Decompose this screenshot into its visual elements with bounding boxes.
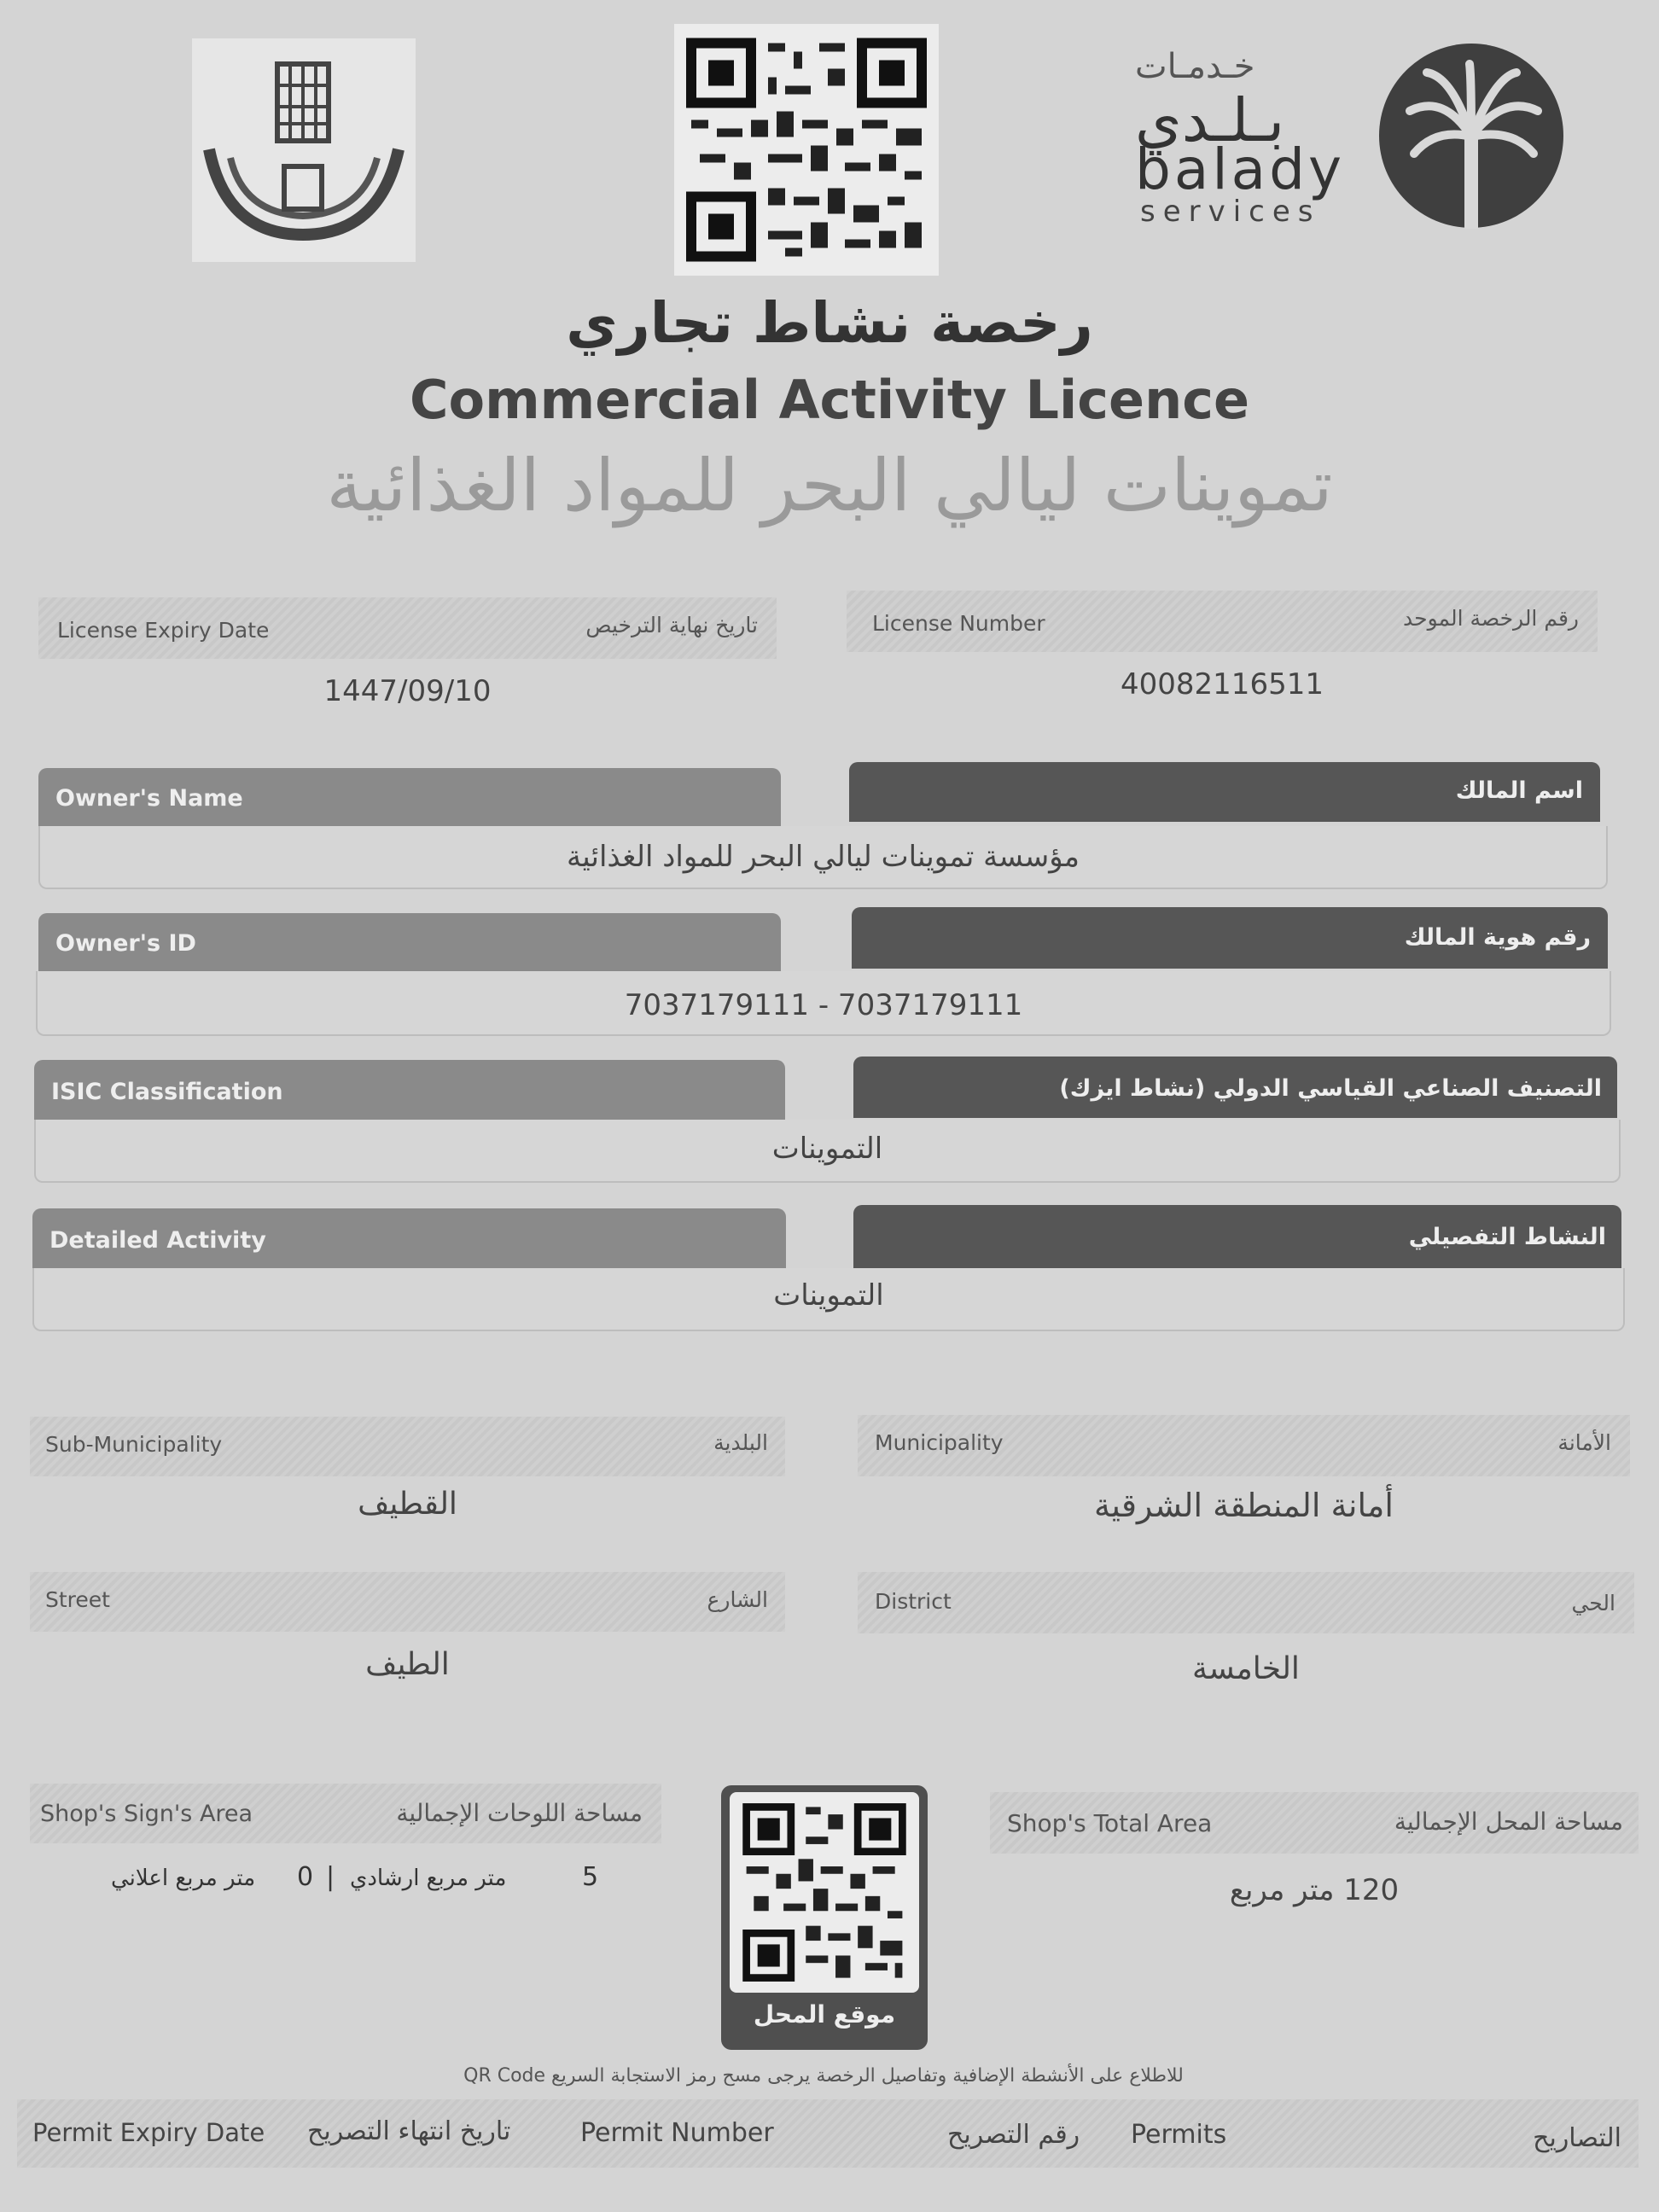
owner-name-value: مؤسسة تموينات ليالي البحر للمواد الغذائية: [567, 840, 1080, 874]
shop-location-card[interactable]: [721, 1785, 928, 2050]
owner-name-bar-en: [38, 768, 781, 826]
district-value: الخامسة: [1192, 1651, 1300, 1686]
municipality-header: [858, 1415, 1630, 1476]
total-area-label-en: Shop's Total Area: [1007, 1809, 1213, 1837]
street-header: [30, 1572, 785, 1632]
isic-bar-ar: [853, 1057, 1617, 1118]
balady-services-ar-small: خـدمـات: [1135, 47, 1255, 86]
detailed-activity-bar-ar: [853, 1205, 1621, 1268]
sub-municipality-label-en: Sub-Municipality: [45, 1432, 223, 1457]
isic-label-en: ISIC Classification: [51, 1079, 283, 1105]
license-number-label-ar: رقم الرخصة الموحد: [1403, 606, 1579, 631]
municipality-emblem: [192, 38, 416, 262]
street-label-ar: الشارع: [707, 1587, 768, 1612]
license-title-ar: رخصة نشاط تجاري: [566, 290, 1093, 356]
municipality-label-en: Municipality: [875, 1430, 1004, 1455]
qr-code-icon: [730, 1792, 919, 1993]
business-name: تموينات ليالي البحر للمواد الغذائية: [326, 444, 1333, 527]
owner-name-box: [38, 826, 1608, 889]
shop-location-qr[interactable]: [730, 1792, 919, 1993]
permit-number-label-ar: رقم التصريح: [947, 2120, 1080, 2150]
permits-label-ar: التصاريح: [1533, 2123, 1621, 2153]
owner-id-label-ar: رقم هوية المالك: [1404, 924, 1591, 951]
owner-id-value: 7037179111 - 7037179111: [624, 988, 1023, 1022]
balady-en: balady: [1135, 137, 1346, 202]
owner-id-bar-en: [38, 913, 781, 973]
license-title-en: Commercial Activity Licence: [409, 369, 1250, 431]
sign-area-label-en: Shop's Sign's Area: [40, 1801, 253, 1827]
isic-bar-en: [34, 1060, 785, 1121]
emblem-icon: [192, 38, 416, 262]
owner-id-bar-ar: [852, 907, 1608, 969]
permit-expiry-label-en: Permit Expiry Date: [32, 2118, 265, 2147]
sign-guide-unit: متر مربع ارشادي: [350, 1866, 507, 1891]
detailed-activity-label-ar: النشاط التفصيلي: [1408, 1224, 1606, 1250]
street-value: الطيف: [365, 1647, 450, 1682]
owner-name-bar-ar: [849, 762, 1600, 822]
sub-municipality-label-ar: البلدية: [713, 1430, 768, 1455]
total-area-label-ar: مساحة المحل الإجمالية: [1394, 1807, 1623, 1836]
sign-ad-value: 0: [297, 1862, 314, 1892]
license-expiry-value: 1447/09/10: [323, 674, 492, 708]
detailed-activity-bar-en: [32, 1208, 786, 1270]
total-area-header: [990, 1792, 1639, 1854]
shop-location-label: موقع المحل: [753, 2000, 896, 2029]
owner-id-box: [36, 971, 1611, 1036]
detailed-activity-value: التموينات: [773, 1278, 884, 1313]
sign-area-header: [30, 1784, 661, 1843]
license-expiry-label-ar: تاريخ نهاية الترخيص: [585, 613, 758, 637]
palm-tree-icon: [1376, 43, 1568, 229]
municipality-value: أمانة المنطقة الشرقية: [1094, 1487, 1394, 1524]
sub-municipality-value: القطيف: [358, 1487, 457, 1522]
total-area-value: 120 متر مربع: [1229, 1873, 1400, 1907]
license-expiry-header: [38, 597, 777, 659]
balady-services-en: services: [1140, 195, 1321, 229]
district-label-ar: الحي: [1571, 1591, 1615, 1615]
permit-expiry-label-ar: تاريخ انتهاء التصريح: [307, 2116, 511, 2146]
detailed-activity-box: [32, 1268, 1625, 1331]
sign-ad-unit: متر مربع اعلاني: [111, 1866, 256, 1891]
district-header: [858, 1572, 1634, 1633]
balady-ar: بـلـدي: [1135, 85, 1285, 155]
permits-header: [17, 2099, 1639, 2168]
qr-instruction-note: للاطلاع على الأنشطة الإضافية وتفاصيل الرخصة يرجى مسح رمز الاستجابة السريع QR Code: [463, 2065, 1184, 2087]
sign-area-label-ar: مساحة اللوحات الإجمالية: [396, 1799, 643, 1827]
street-label-en: Street: [45, 1587, 110, 1612]
sign-area-values: [111, 1862, 623, 1905]
owner-id-label-en: Owner's ID: [55, 930, 196, 957]
owner-name-label-en: Owner's Name: [55, 785, 243, 812]
isic-box: [34, 1120, 1621, 1183]
isic-label-ar: التصنيف الصناعي القياسي الدولي (نشاط ايزك): [1059, 1075, 1602, 1102]
owner-name-label-ar: اسم المالك: [1455, 777, 1583, 804]
municipality-label-ar: الأمانة: [1557, 1430, 1611, 1455]
permits-label-en: Permits: [1131, 2120, 1227, 2150]
license-number-value: 40082116511: [1121, 667, 1324, 701]
detailed-activity-label-en: Detailed Activity: [49, 1227, 266, 1254]
sign-guide-value: 5: [582, 1862, 599, 1892]
sub-municipality-header: [30, 1417, 785, 1476]
district-label-en: District: [875, 1589, 952, 1614]
qr-code-icon: [674, 24, 939, 276]
sign-separator: |: [326, 1862, 335, 1892]
license-expiry-label-en: License Expiry Date: [57, 618, 270, 643]
qr-code-top[interactable]: [674, 24, 939, 276]
license-number-header: [847, 591, 1598, 652]
balady-palm-logo: [1376, 43, 1568, 229]
isic-value: التموينات: [771, 1132, 883, 1166]
license-number-label-en: License Number: [872, 611, 1045, 636]
permit-number-label-en: Permit Number: [580, 2118, 774, 2148]
